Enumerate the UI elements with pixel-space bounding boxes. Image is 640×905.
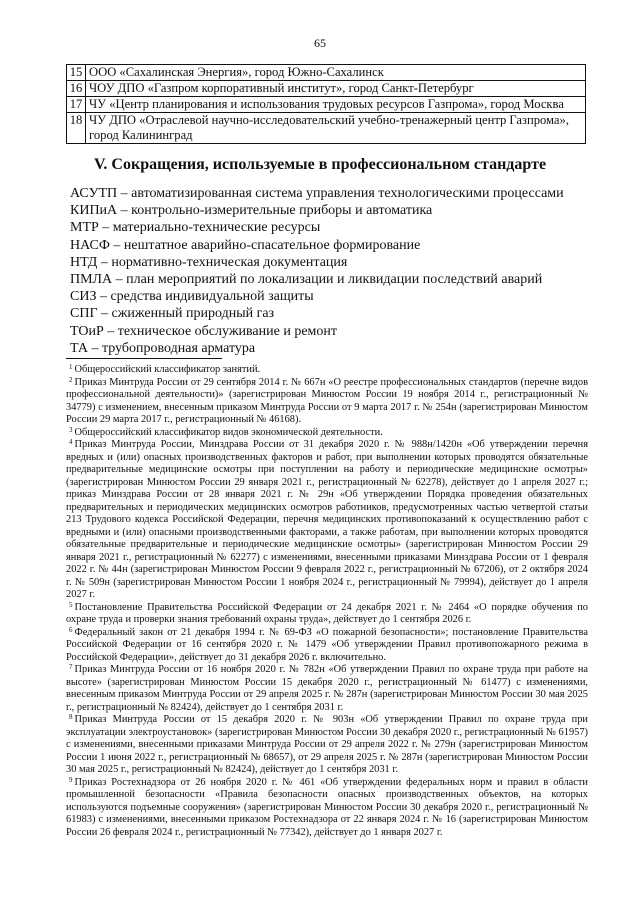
footnote-number: 3 [69,425,73,434]
row-number: 16 [67,81,86,97]
organizations-table [66,64,586,144]
footnotes [66,364,588,839]
abbreviation-item: ТОиР – техническое обслуживание и ремонт [70,323,337,339]
footnote-text: Приказ Минтруда России от 15 декабря 2020 г. № 903н «Об утверждении Правил по охране труда при эксплуатации электроустановок» (зарегистрирован Минюстом России 30 декабря 2020 г., регистрационный № 61957) с изменениями, внесенными приказами Минтруда России от 29 апреля 2022 г. № 279н (зарегистрирован Минюстом России 1 июня 2022 г., регистрационный № 68657), от 29 апреля 2025 г. № 287н (зарегистрирован Минюстом России 30 мая 2025 г., регистрационный № 82424), действует до 1 сентября 2031 г. [66,714,588,775]
section-title: V. Сокращения, используемые в профессиональном стандарте [93,156,547,173]
footnote-number: 8 [69,713,73,721]
table-row [67,97,586,113]
footnote-text: Федеральный закон от 21 декабря 1994 г. № 69-ФЗ «О пожарной безопасности»; постановление Правительства Российской Федерации от 16 сентября 2020 г. № 1479 «Об утверждении Правил противопожарного режима в Российской Федерации», действует до 31 декабря 2026 г. включительно. [66,626,588,663]
footnote-text: Общероссийский классификатор занятий. [74,364,261,375]
footnote-number: 9 [69,775,73,784]
footnote-number: 5 [69,600,73,609]
footnote-number: 6 [69,625,73,634]
abbreviation-item: НТД – нормативно-техническая документация [70,254,348,270]
footnote-number: 7 [69,663,73,671]
abbreviation-item: АСУТП – автоматизированная система управления технологическими процессами [70,186,564,201]
footnote [66,377,588,427]
table-row [67,81,586,97]
abbreviation-item: СПГ – сжиженный природный газ [70,306,275,322]
organization-name: ООО «Сахалинская Энергия», город Южно-Сахалинск [86,65,586,81]
footnote-text: Приказ Минтруда России, Минздрава России от 31 декабря 2020 г. № 988н/1420н «Об утверждении перечня вредных и (или) опасных производственных факторов и работ, при выполнении которых проводятся обязательные предварительные медицинские осмотры при поступлении на работу и периодические медицинские осмотры» (зарегистрирован Минюстом России 29 января 2021 г., регистрационный № 62278), действует до 1 апреля 2027 г.; приказ Минздрава России от 28 января 2021 г. № 29н «Об утверждении Порядка проведения обязательных предварительных и периодических медицинских осмотров работников, предусмотренных частью четвертой статьи 213 Трудового кодекса Российской Федерации, перечня медицинских противопоказаний к осуществлению работ с вредными и (или) опасными производственными факторами, а также работам, при выполнении которых проводятся обязательные предварительные и периодические медицинские осмотры» (зарегистрирован Минюстом России 29 января 2021 г., регистрационный № 62277) с изменениями, внесенными приказами Минздрава России от 1 февраля 2022 г. № 44н (зарегистрирован Минюстом России 9 февраля 2022 г., регистрационный № 67206), от 2 октября 2024 г. № 509н (зарегистрирован Минюстом России 1 ноября 2024 г., регистрационный № 79994), действует до 1 апреля 2027 г. [66,439,588,600]
footnote [66,664,588,714]
table-row [67,113,586,144]
footnote-text: Приказ Минтруда России от 16 ноября 2020 г. № 782н «Об утверждении Правил по охране труда при работе на высоте» (зарегистрирован Минюстом России 15 декабря 2020 г., регистрационный № 61477) с изменениями, внесенным приказом Минтруда России от 29 апреля 2025 г. № 287н (зарегистрирован Минюстом России 30 мая 2025 г., регистрационный № 82424), действует до 1 сентября 2031 г. [66,664,588,713]
row-number: 17 [67,97,86,113]
abbreviation-item: КИПиА – контрольно-измерительные приборы и автоматика [70,203,433,219]
row-number: 18 [67,113,86,144]
row-number: 15 [67,65,86,81]
footnote [66,427,588,440]
abbreviation-item: НАСФ – нештатное аварийно-спасательное формирование [70,237,421,253]
footnote [66,364,588,377]
footnote-text: Общероссийский классификатор видов экономической деятельности. [74,426,383,438]
page-number: 65 [314,36,326,50]
abbreviations-list [70,185,590,357]
footnote [66,439,588,602]
organization-name: ЧУ ДПО «Отраслевой научно-исследовательский учебно-тренажерный центр Газпрома», город Калининград [86,113,586,144]
footnote-number: 4 [69,438,73,446]
footnote-number: 2 [69,375,73,384]
footnote [66,714,588,777]
footnote-number: 1 [69,363,73,371]
footnote-text: Постановление Правительства Российской Федерации от 24 декабря 2021 г. № 2464 «О порядке обучения по охране труда и проверки знания требований охраны труда», действует до 1 сентября 2026 г. [66,601,588,625]
footnote [66,602,588,627]
footnote [66,627,588,665]
organization-name: ЧОУ ДПО «Газпром корпоративный институт», город Санкт-Петербург [86,81,586,97]
abbreviation-item: МТР – материально-технические ресурсы [70,220,321,236]
footnote-text: Приказ Минтруда России от 29 сентября 2014 г. № 667н «О реестре профессиональных стандартов (перечне видов профессиональной деятельности)» (зарегистрирован Минюстом России 19 ноября 2014 г., регистрационный № 34779) с изменением, внесенным приказом Минтруда России от 9 марта 2017 г. № 254н (зарегистрирован Минюстом России 29 марта 2017 г., регистрационный № 46168). [66,376,588,425]
footnote-text: Приказ Ростехнадзора от 26 ноября 2020 г. № 461 «Об утверждении федеральных норм и правил в области промышленной безопасности «Правила безопасности опасных производственных объектов, на которых используются подъемные сооружения» (зарегистрирован Минюстом России 30 декабря 2020 г., регистрационный № 61983) с изменениями, внесенными приказом Ростехнадзора от 22 января 2024 г. № 16 (зарегистрирован Минюстом России 26 февраля 2024 г., регистрационный № 77342), действует до 1 января 2027 г. [66,776,588,838]
abbreviation-item: СИЗ – средства индивидуальной защиты [70,289,314,305]
footnote-divider [66,358,222,359]
abbreviation-item: ТА – трубопроводная арматура [70,340,256,356]
organization-name: ЧУ «Центр планирования и использования трудовых ресурсов Газпрома», город Москва [86,97,586,113]
abbreviation-item: ПМЛА – план мероприятий по локализации и ликвидации последствий аварий [70,272,543,288]
table-row [67,65,586,81]
footnote [66,777,588,840]
